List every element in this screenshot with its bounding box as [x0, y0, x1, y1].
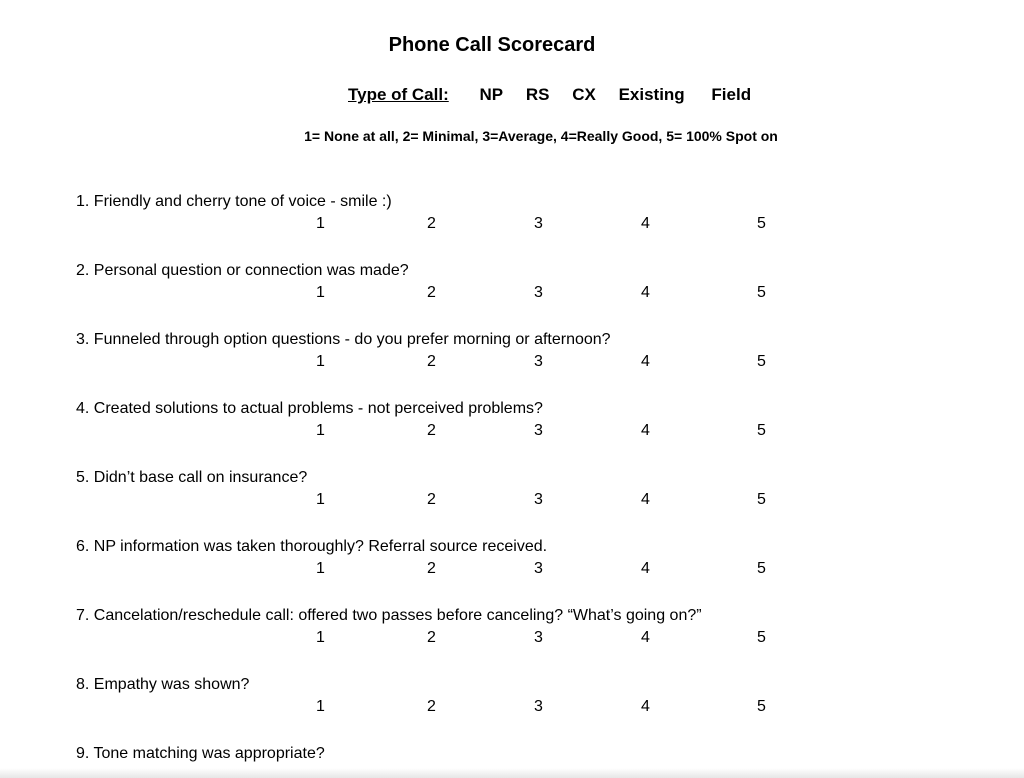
rating-4: 4	[641, 353, 650, 370]
question-text: 5. Didn’t base call on insurance?	[76, 469, 308, 486]
call-type-existing: Existing	[618, 85, 685, 104]
rating-5: 5	[757, 491, 766, 508]
question-item	[76, 261, 976, 330]
rating-2: 2	[427, 353, 436, 370]
rating-4: 4	[641, 284, 650, 301]
rating-3: 3	[534, 560, 543, 577]
rating-2: 2	[427, 698, 436, 715]
page-title: Phone Call Scorecard	[388, 34, 596, 56]
rating-1: 1	[316, 353, 325, 370]
call-type-rs: RS	[525, 85, 550, 104]
question-text: 7. Cancelation/reschedule call: offered two passes before canceling? “What’s going on?”	[76, 607, 702, 624]
call-type-np: NP	[479, 85, 504, 104]
rating-2: 2	[427, 491, 436, 508]
question-item	[76, 606, 976, 675]
question-item	[76, 537, 976, 606]
rating-scale	[76, 215, 976, 235]
rating-scale	[76, 698, 976, 718]
rating-scale	[76, 284, 976, 304]
question-list	[76, 192, 976, 778]
rating-5: 5	[757, 560, 766, 577]
rating-5: 5	[757, 629, 766, 646]
question-text: 9. Tone matching was appropriate?	[76, 745, 325, 762]
question-text: 6. NP information was taken thoroughly? Referral source received.	[76, 538, 548, 555]
rating-1: 1	[316, 629, 325, 646]
rating-scale	[76, 629, 976, 649]
rating-4: 4	[641, 629, 650, 646]
question-item	[76, 330, 976, 399]
rating-legend: 1= None at all, 2= Minimal, 3=Average, 4=Really Good, 5= 100% Spot on	[304, 128, 778, 144]
rating-4: 4	[641, 560, 650, 577]
rating-3: 3	[534, 353, 543, 370]
rating-5: 5	[757, 215, 766, 232]
rating-2: 2	[427, 284, 436, 301]
rating-3: 3	[534, 698, 543, 715]
question-item	[76, 468, 976, 537]
rating-1: 1	[316, 422, 325, 439]
rating-5: 5	[757, 422, 766, 439]
rating-2: 2	[427, 629, 436, 646]
rating-2: 2	[427, 215, 436, 232]
question-text: 3. Funneled through option questions - do you prefer morning or afternoon?	[76, 331, 611, 348]
rating-1: 1	[316, 560, 325, 577]
rating-scale	[76, 560, 976, 580]
rating-4: 4	[641, 698, 650, 715]
question-text: 8. Empathy was shown?	[76, 676, 250, 693]
call-type-field: Field	[711, 85, 752, 104]
rating-1: 1	[316, 284, 325, 301]
question-item	[76, 399, 976, 468]
rating-2: 2	[427, 560, 436, 577]
question-text: 2. Personal question or connection was made?	[76, 262, 409, 279]
rating-3: 3	[534, 284, 543, 301]
rating-3: 3	[534, 629, 543, 646]
rating-scale	[76, 353, 976, 373]
rating-4: 4	[641, 491, 650, 508]
page-bottom-fade	[0, 768, 1024, 778]
rating-2: 2	[427, 422, 436, 439]
rating-3: 3	[534, 215, 543, 232]
rating-5: 5	[757, 698, 766, 715]
question-item	[76, 675, 976, 744]
rating-4: 4	[641, 215, 650, 232]
rating-1: 1	[316, 698, 325, 715]
question-text: 1. Friendly and cherry tone of voice - smile :)	[76, 193, 392, 210]
question-text: 4. Created solutions to actual problems - not perceived problems?	[76, 400, 543, 417]
rating-3: 3	[534, 491, 543, 508]
rating-1: 1	[316, 491, 325, 508]
rating-1: 1	[316, 215, 325, 232]
question-item	[76, 192, 976, 261]
type-of-call-row	[348, 85, 769, 105]
rating-scale	[76, 422, 976, 442]
rating-scale	[76, 491, 976, 511]
rating-5: 5	[757, 284, 766, 301]
rating-5: 5	[757, 353, 766, 370]
rating-4: 4	[641, 422, 650, 439]
type-of-call-label: Type of Call:	[348, 85, 449, 104]
rating-3: 3	[534, 422, 543, 439]
call-type-cx: CX	[572, 85, 596, 104]
